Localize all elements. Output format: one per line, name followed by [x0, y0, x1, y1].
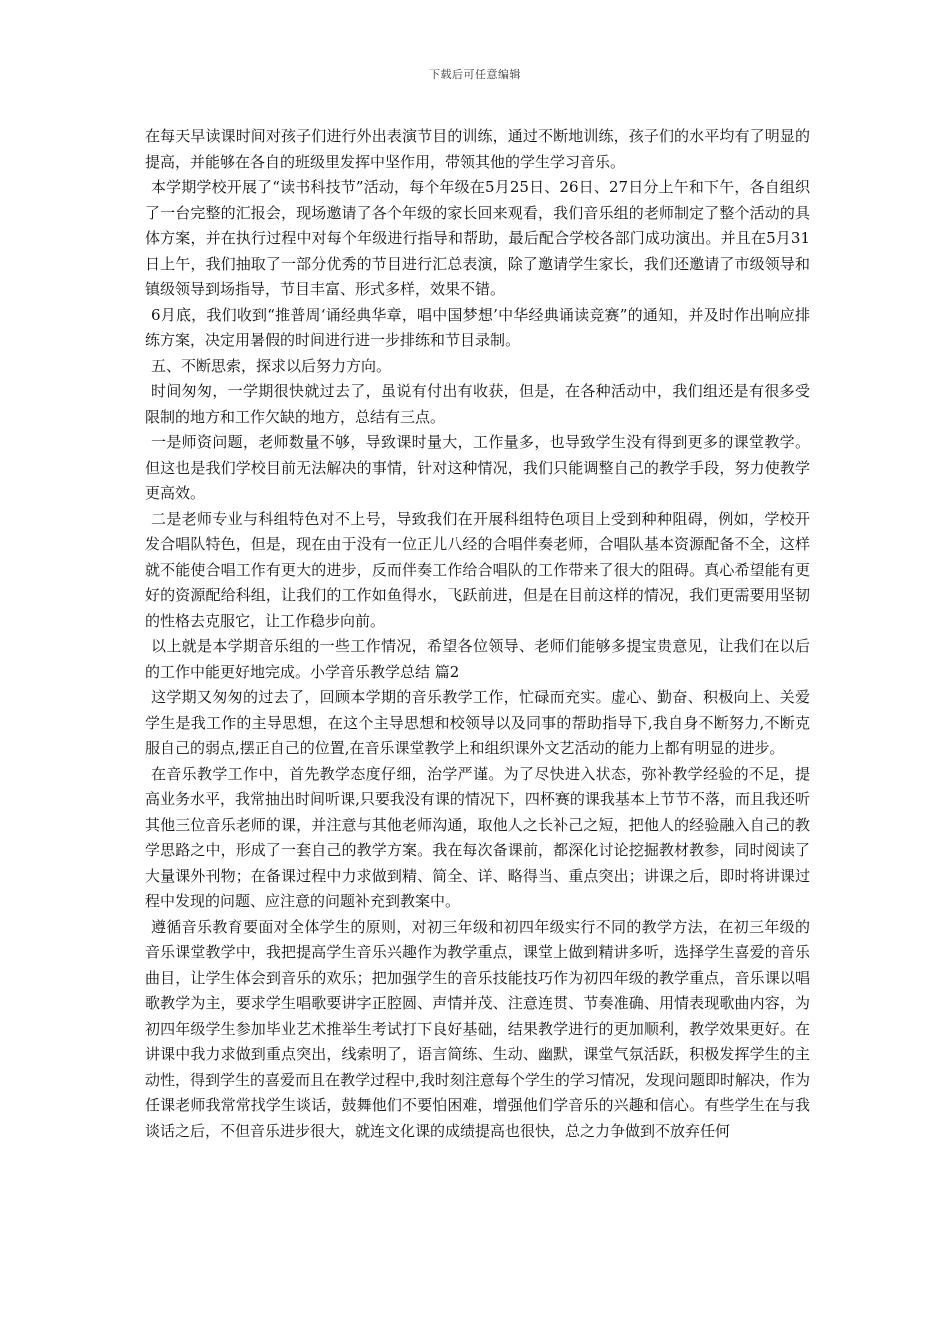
paragraph: 以上就是本学期音乐组的一些工作情况，希望各位领导、老师们能够多提宝贵意见，让我们在以后的工作中能更好地完成。小学音乐教学总结 篇2 [145, 637, 810, 681]
paragraph: 这学期又匆匆的过去了，回顾本学期的音乐教学工作，忙碌而充实。虚心、勤奋、积极向上、关爱学生是我工作的主导思想，在这个主导思想和校领导以及同事的帮助指导下,我自身不断努力,不断克服自己的弱点,摆正自己的位置,在音乐课堂教学上和组织课外文艺活动的能力上都有明显的进步。 [145, 688, 810, 757]
paragraph: 在音乐教学工作中，首先教学态度仔细，治学严谨。为了尽快进入状态，弥补教学经验的不足，提高业务水平，我常抽出时间听课,只要我没有课的情况下，四杯赛的课我基本上节节不落，而且我还听其他三位音乐老师的课，并注意与其他老师沟通，取他人之长补己之短，把他人的经验融入自己的教学思路之中，形成了一套自己的教学方案。我在每次备课前，都深化讨论挖掘教材教参，同时阅读了大量课外刊物；在备课过程中力求做到精、简全、详、略得当、重点突出；讲课之后，即时将讲课过程中发现的问题、应注意的问题补充到教案中。 [145, 764, 810, 910]
paragraph: 一是师资问题，老师数量不够，导致课时量大，工作量多，也导致学生没有得到更多的课堂教学。但这也是我们学校目前无法解决的事情，针对这种情况，我们只能调整自己的教学手段，努力使教学更高效。 [145, 433, 810, 502]
paragraph: 时间匆匆，一学期很快就过去了，虽说有付出有收获，但是，在各种活动中，我们组还是有很多受限制的地方和工作欠缺的地方，总结有三点。 [145, 382, 810, 426]
paragraph: 在每天早读课时间对孩子们进行外出表演节目的训练，通过不断地训练，孩子们的水平均有了明显的提高，并能够在各自的班级里发挥中坚作用，带领其他的学生学习音乐。 [145, 127, 810, 171]
section-heading: 五、不断思索，探求以后努力方向。 [151, 356, 392, 375]
paragraph: 6月底，我们收到“推普周‘诵经典华章，唱中国梦想’中华经典诵读竞赛”的通知，并及时作出响应排练方案，决定用暑假的时间进行进一步排练和节目录制。 [145, 305, 810, 349]
document-body [145, 124, 810, 1144]
paragraph: 本学期学校开展了“读书科技节”活动，每个年级在5月25日、26日、27日分上午和下午，各自组织了一台完整的汇报会，现场邀请了各个年级的家长回来观看，我们音乐组的老师制定了整个活动的具体方案，并在执行过程中对每个年级进行指导和帮助，最后配合学校各部门成功演出。并且在5月31日上午，我们抽取了一部分优秀的节目进行汇总表演，除了邀请学生家长，我们还邀请了市级领导和镇级领导到场指导，节目丰富、形式多样，效果不错。 [145, 178, 810, 298]
paragraph: 二是老师专业与科组特色对不上号，导致我们在开展科组特色项目上受到种种阻碍，例如，学校开发合唱队特色，但是，现在由于没有一位正儿八经的合唱伴奏老师，合唱队基本资源配备不全，这样就不能使合唱工作有更大的进步，反而伴奏工作给合唱队的工作带来了很大的阻碍。真心希望能有更好的资源配给科组，让我们的工作如鱼得水，飞跃前进，但是在目前这样的情况，我们更需要用坚韧的性格去克服它，让工作稳步向前。 [145, 509, 810, 630]
paragraph: 遵循音乐教育要面对全体学生的原则，对初三年级和初四年级实行不同的教学方法，在初三年级的音乐课堂教学中，我把提高学生音乐兴趣作为教学重点，课堂上做到精讲多听，选择学生喜爱的音乐曲目，让学生体会到音乐的欢乐；把加强学生的音乐技能技巧作为初四年级的教学重点，音乐课以唱歌教学为主，要求学生唱歌要讲字正腔圆、声情并茂、注意连贯、节奏准确、用情表现歌曲内容，为初四年级学生参加毕业艺术推举生考试打下良好基础，结果教学进行的更加顺利，教学效果更好。在讲课中我力求做到重点突出，线索明了，语言简练、生动、幽默，课堂气氛活跃，积极发挥学生的主动性，得到学生的喜爱而且在教学过程中,我时刻注意每个学生的学习情况，发现问题即时解决，作为任课老师我常常找学生谈话，鼓舞他们不要怕困难，增强他们学音乐的兴趣和信心。有些学生在与我谈话之后，不但音乐进步很大，就连文化课的成绩提高也很快，总之力争做到不放弃任何 [145, 917, 810, 1140]
page-header: 下载后可任意编辑 [429, 68, 521, 81]
